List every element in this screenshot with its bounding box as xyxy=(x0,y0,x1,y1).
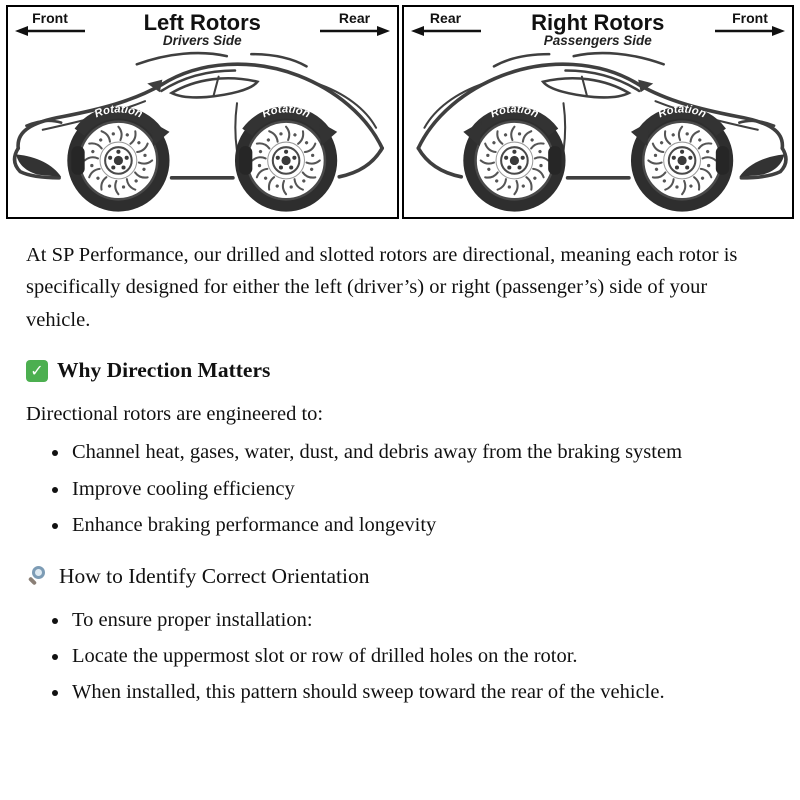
right-panel-title: Right Rotors xyxy=(531,10,665,35)
front-label-text: Front xyxy=(32,10,68,26)
rotor-direction-diagram xyxy=(6,5,794,219)
left-arrow-icon xyxy=(15,26,85,36)
check-icon: ✓ xyxy=(26,360,48,382)
list-item: • Locate the uppermost slot or row of drilled holes on the rotor. xyxy=(70,640,772,672)
right-rotors-panel xyxy=(402,5,795,219)
left-panel-title: Left Rotors xyxy=(143,10,261,35)
rear-arrow-label xyxy=(410,11,482,36)
rear-label-text: Rear xyxy=(338,10,371,26)
list-item: • Improve cooling efficiency xyxy=(70,473,772,505)
rotation-label: Rotation xyxy=(655,103,708,121)
rotation-label: Rotation xyxy=(260,103,312,121)
left-panel-subtitle: Drivers Side xyxy=(162,33,242,49)
list-item: • When installed, this pattern should sweep toward the rear of the vehicle. xyxy=(70,676,772,708)
left-car-illustration xyxy=(8,48,397,217)
left-panel-title-block xyxy=(86,11,319,48)
rear-label-text: Rear xyxy=(429,10,462,26)
right-panel-header xyxy=(404,7,793,48)
list-item: • Channel heat, gases, water, dust, and debris away from the braking system xyxy=(70,436,772,468)
section1-heading-text: Why Direction Matters xyxy=(57,358,271,383)
right-arrow-icon xyxy=(320,26,390,36)
section-heading-how-to-identify xyxy=(26,560,772,594)
rear-arrow-label xyxy=(319,11,391,36)
section-heading-why-direction-matters xyxy=(26,354,772,388)
front-arrow-label xyxy=(714,11,786,36)
left-arrow-icon xyxy=(411,26,481,36)
magnifier-lens xyxy=(32,566,45,579)
article-body xyxy=(6,219,794,709)
rotation-label: Rotation xyxy=(488,103,540,121)
left-rotors-panel xyxy=(6,5,399,219)
front-label-text: Front xyxy=(732,10,768,26)
left-panel-header xyxy=(8,7,397,48)
right-car-illustration xyxy=(404,48,793,217)
magnifier-icon xyxy=(26,565,50,589)
section2-heading-text: How to Identify Correct Orientation xyxy=(59,563,370,588)
list-item: • To ensure proper installation: xyxy=(70,604,772,636)
right-panel-subtitle: Passengers Side xyxy=(543,33,652,49)
intro-paragraph: At SP Performance, our drilled and slotted rotors are directional, meaning each rotor is specifically designed for either the left (driver’s) or right (passenger’s) side of your vehicle. xyxy=(26,243,738,331)
rotation-label: Rotation xyxy=(92,103,145,121)
section1-lead: Directional rotors are engineered to: xyxy=(26,403,324,426)
list-item: • Enhance braking performance and longevity xyxy=(70,509,772,541)
section2-bullet-list xyxy=(26,604,772,709)
section1-bullet-list xyxy=(26,436,772,541)
right-panel-title-block xyxy=(482,11,715,48)
right-arrow-icon xyxy=(715,26,785,36)
front-arrow-label xyxy=(14,11,86,36)
